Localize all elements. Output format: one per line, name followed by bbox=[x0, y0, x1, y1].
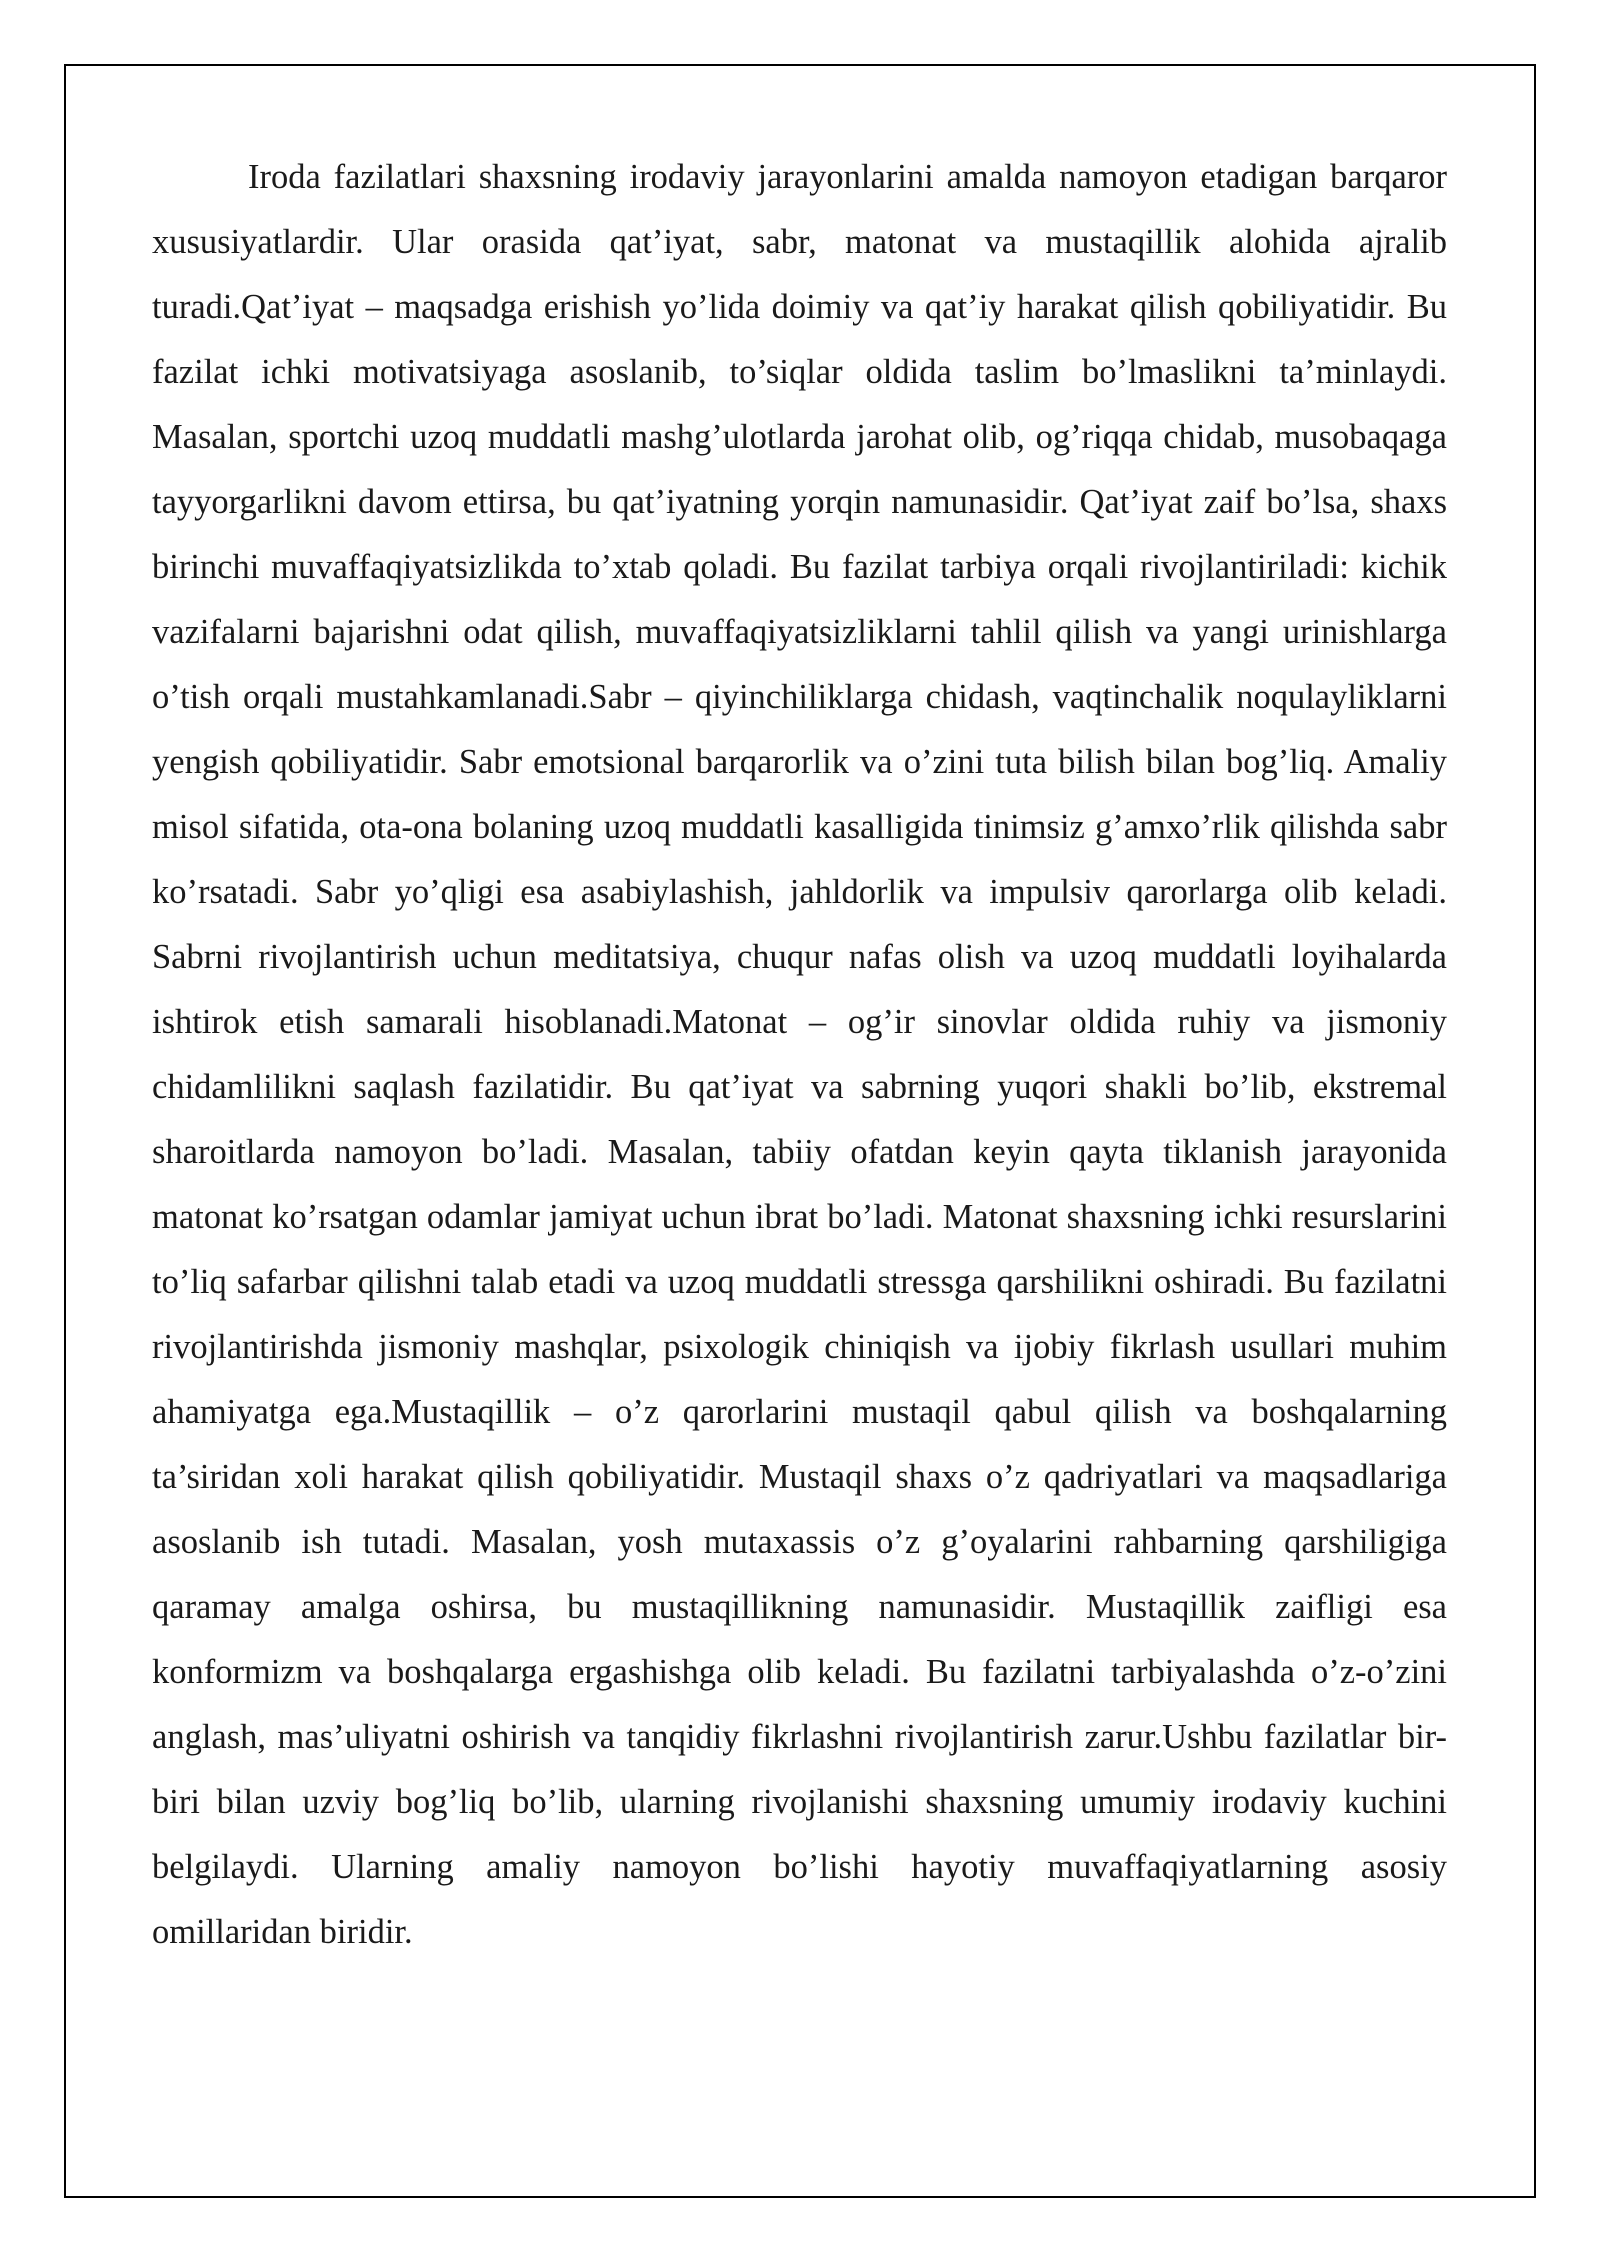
body-paragraph: Iroda fazilatlari shaxsning irodaviy jarayonlarini amalda namoyon etadigan barqaror xususiyatlardir. Ular orasida qat’iyat, sabr, matonat va mustaqillik alohida ajralib turadi.Qat’iyat – maqsadga erishish yo’lida doimiy va qat’iy harakat qilish qobiliyatidir. Bu fazilat ichki motivatsiyaga asoslanib, to’siqlar oldida taslim bo’lmaslikni ta’minlaydi. Masalan, sportchi uzoq muddatli mashg’ulotlarda jarohat olib, og’riqqa chidab, musobaqaga tayyorgarlikni davom ettirsa, bu qat’iyatning yorqin namunasidir. Qat’iyat zaif bo’lsa, shaxs birinchi muvaffaqiyatsizlikda to’xtab qoladi. Bu fazilat tarbiya orqali rivojlantiriladi: kichik vazifalarni bajarishni odat qilish, muvaffaqiyatsizliklarni tahlil qilish va yangi urinishlarga o’tish orqali mustahkamlanadi.Sabr – qiyinchiliklarga chidash, vaqtinchalik noqulayliklarni yengish qobiliyatidir. Sabr emotsional barqarorlik va o’zini tuta bilish bilan bog’liq. Amaliy misol sifatida, ota-ona bolaning uzoq muddatli kasalligida tinimsiz g’amxo’rlik qilishda sabr ko’rsatadi. Sabr yo’qligi esa asabiylashish, jahldorlik va impulsiv qarorlarga olib keladi. Sabrni rivojlantirish uchun meditatsiya, chuqur nafas olish va uzoq muddatli loyihalarda ishtirok etish samarali hisoblanadi.Matonat – og’ir sinovlar oldida ruhiy va jismoniy chidamlilikni saqlash fazilatidir. Bu qat’iyat va sabrning yuqori shakli bo’lib, ekstremal sharoitlarda namoyon bo’ladi. Masalan, tabiiy ofatdan keyin qayta tiklanish jarayonida matonat ko’rsatgan odamlar jamiyat uchun ibrat bo’ladi. Matonat shaxsning ichki resurslarini to’liq safarbar qilishni talab etadi va uzoq muddatli stressga qarshilikni oshiradi. Bu fazilatni rivojlantirishda jismoniy mashqlar, psixologik chiniqish va ijobiy fikrlash usullari muhim ahamiyatga ega.Mustaqillik – o’z qarorlarini mustaqil qabul qilish va boshqalarning ta’siridan xoli harakat qilish qobiliyatidir. Mustaqil shaxs o’z qadriyatlari va maqsadlariga asoslanib ish tutadi. Masalan, yosh mutaxassis o’z g’oyalarini rahbarning qarshiligiga qaramay amalga oshirsa, bu mustaqillikning namunasidir. Mustaqillik zaifligi esa konformizm va boshqalarga ergashishga olib keladi. Bu fazilatni tarbiyalashda o’z-o’zini anglash, mas’uliyatni oshirish va tanqidiy fikrlashni rivojlantirish zarur.Ushbu fazilatlar bir-biri bilan uzviy bog’liq bo’lib, ularning rivojlanishi shaxsning umumiy irodaviy kuchini belgilaydi. Ularning amaliy namoyon bo’lishi hayotiy muvaffaqiyatlarning asosiy omillaridan biridir. bbox=[152, 158, 1447, 1951]
